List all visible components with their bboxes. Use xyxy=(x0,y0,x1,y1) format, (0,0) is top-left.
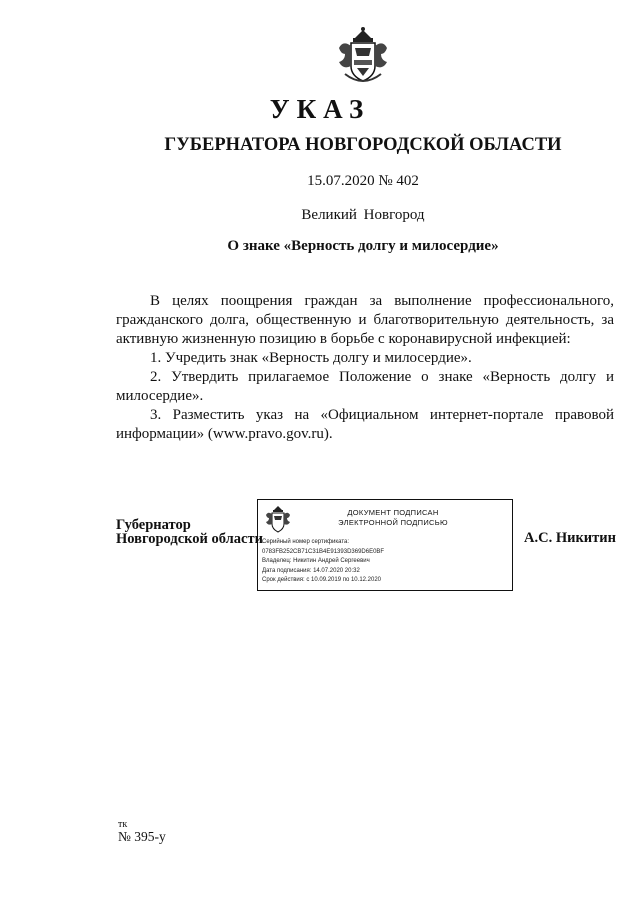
decree-body xyxy=(116,292,614,444)
stamp-cert-label: Серийный номер сертификата: xyxy=(262,539,350,545)
paragraph-item-3: 3. Разместить указ на «Официальном интернет-портале правовой информации» (www.pravo.gov.ru). xyxy=(116,407,614,442)
stamp-details xyxy=(262,538,384,586)
stamp-signed-date: Дата подписания: 14.07.2020 20:32 xyxy=(262,567,360,574)
coat-of-arms-icon xyxy=(335,26,391,88)
paragraph-item-2: 2. Утвердить прилагаемое Положение о знаке «Верность долгу и милосердие». xyxy=(116,369,614,404)
footer-code: тк xyxy=(118,819,128,830)
document-subtitle: ГУБЕРНАТОРА НОВГОРОДСКОЙ ОБЛАСТИ xyxy=(164,135,562,155)
stamp-coat-of-arms-icon xyxy=(264,504,292,534)
decree-heading: О знаке «Верность долгу и милосердие» xyxy=(227,238,499,254)
footer-number: № 395-у xyxy=(118,829,166,844)
city-name: Великий Новгород xyxy=(301,207,425,223)
stamp-heading-line-2: ЭЛЕКТРОННОЙ ПОДПИСЬЮ xyxy=(338,518,448,527)
e-signature-stamp xyxy=(257,499,513,591)
signatory-name: А.С. Никитин xyxy=(524,530,616,546)
signatory-position xyxy=(116,518,263,546)
stamp-heading-line-1: ДОКУМЕНТ ПОДПИСАН xyxy=(347,508,439,517)
stamp-cert-number: 0783FB252CB71C31B4E91393D369D6E0BF xyxy=(262,548,385,555)
paragraph-item-1: 1. Учредить знак «Верность долгу и милосердие». xyxy=(150,350,472,366)
footer-registration xyxy=(118,819,166,843)
position-line-1: Губернатор xyxy=(116,517,191,533)
position-line-2: Новгородской области xyxy=(116,531,263,547)
date-number: 15.07.2020 № 402 xyxy=(307,173,419,189)
paragraph-preamble: В целях поощрения граждан за выполнение профессионального, гражданского долга, общественную и благотворительную деятельность, за активную жизненную позицию в борьбе с коронавирусной инфекцией: xyxy=(116,293,614,347)
document-title: УКАЗ xyxy=(269,94,371,124)
stamp-owner: Владелец: Никитин Андрей Сергеевич xyxy=(262,558,370,565)
stamp-heading xyxy=(298,508,488,528)
stamp-validity: Срок действия: с 10.09.2019 по 10.12.2020 xyxy=(262,577,382,584)
